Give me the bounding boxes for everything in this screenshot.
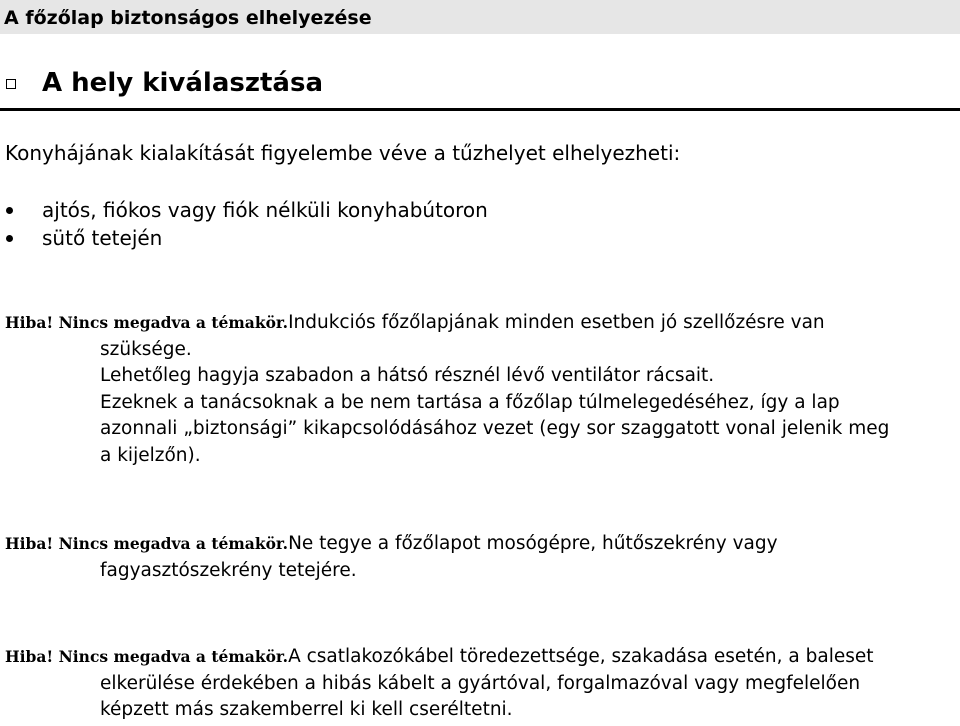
note-line: azonnali „biztonsági” kikapcsolódásához vezet (egy sor szaggatott vonal jelenik meg (100, 418, 890, 439)
bullet-icon (6, 235, 13, 242)
note-line: fagyasztószekrény tetejére. (100, 559, 357, 581)
page-title: A főzőlap biztonságos elhelyezése (4, 7, 372, 29)
list-item-text: sütő tetején (42, 226, 163, 250)
error-reference: Hiba! Nincs megadva a témakör. (5, 313, 289, 332)
note-line: szüksége. (100, 338, 192, 360)
bullet-icon (6, 207, 13, 214)
section-heading (0, 62, 960, 111)
checkbox-icon (6, 79, 16, 89)
placement-warning-note (5, 531, 960, 584)
error-reference: Hiba! Nincs megadva a témakör. (5, 534, 289, 553)
list-item-text: ajtós, fiókos vagy fiók nélküli konyhabútoron (42, 198, 488, 222)
error-reference: Hiba! Nincs megadva a témakör. (5, 647, 289, 666)
ventilation-note (5, 310, 960, 469)
note-line: Lehetőleg hagyja szabadon a hátsó résznél lévő ventilátor rácsait. (100, 365, 715, 386)
section-title: A hely kiválasztása (42, 68, 323, 98)
note-line: képzett más szakemberrel ki kell cseréltetni. (100, 699, 513, 720)
note-first-line (5, 531, 960, 558)
page-header (0, 0, 960, 34)
list-item (0, 224, 488, 252)
list-item (0, 196, 488, 224)
note-first-line (5, 644, 960, 671)
cable-note (5, 644, 960, 724)
intro-paragraph: Konyhájának kialakítását figyelembe véve a tűzhelyet elhelyezheti: (5, 141, 681, 165)
note-line: elkerülése érdekében a hibás kábelt a gyártóval, forgalmazóval vagy megfelelően (100, 672, 861, 694)
note-first-line (5, 310, 960, 337)
note-line: a kijelzőn). (100, 444, 201, 466)
note-text: Indukciós főzőlapjának minden esetben jó szellőzésre van (288, 312, 825, 333)
note-text: Ne tegye a főzőlapot mosógépre, hűtőszekrény vagy (288, 533, 778, 554)
placement-list (0, 196, 488, 252)
note-line: Ezeknek a tanácsoknak a be nem tartása a főzőlap túlmelegedéséhez, így a lap (100, 391, 840, 413)
note-text: A csatlakozókábel töredezettsége, szakadása esetén, a baleset (288, 646, 874, 667)
